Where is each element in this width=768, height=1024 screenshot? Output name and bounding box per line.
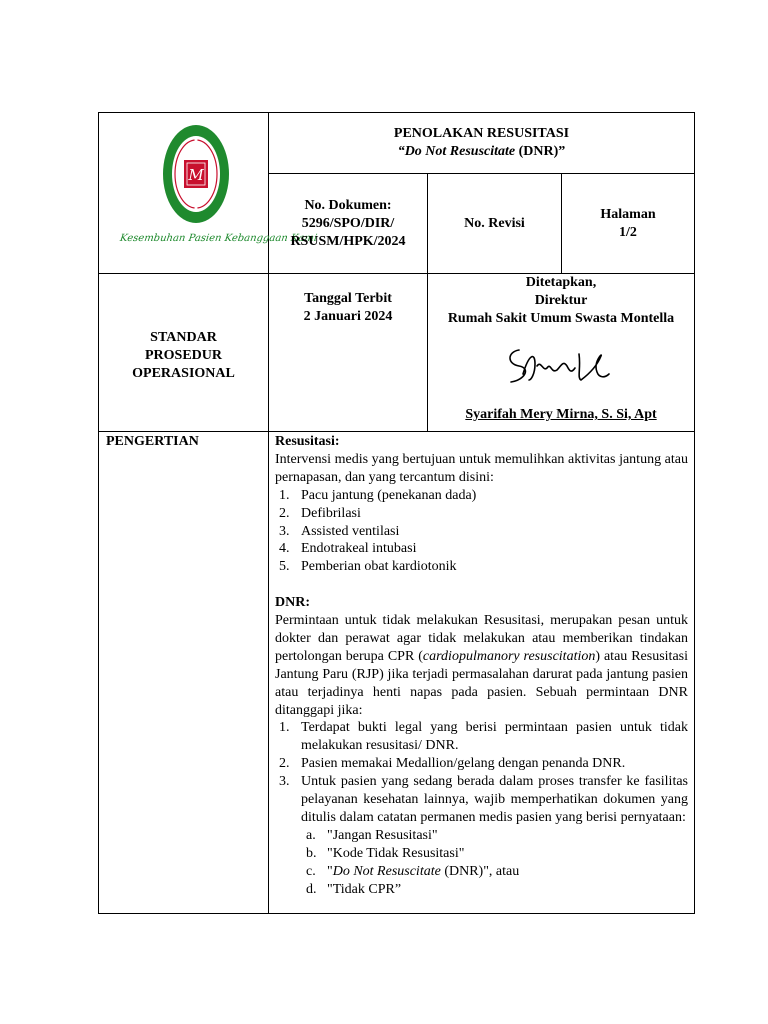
section-content (275, 433, 688, 899)
issue-date-cell (269, 290, 427, 326)
document-number-label: No. Dokumen: (304, 197, 392, 213)
document-title: PENOLAKAN RESUSITASI (393, 126, 570, 141)
revision-cell (428, 174, 561, 273)
list-item: b. "Kode Tidak Resusitasi" (306, 845, 465, 861)
hospital-logo (162, 124, 230, 224)
table-row-divider (98, 431, 695, 432)
document-title-block (269, 113, 694, 173)
resuscitation-heading: Resusitasi: (275, 434, 340, 449)
list-item: 3. Assisted ventilasi (279, 523, 400, 539)
page-cell (562, 174, 694, 273)
sop-label-line1: STANDAR (150, 329, 217, 345)
resuscitation-list (275, 487, 688, 577)
subtitle-italic: “Do Not Resuscitate (397, 144, 516, 159)
list-item: 1. Pacu jantung (penekanan dada) (279, 487, 477, 503)
list-item: 3. Untuk pasien yang sedang berada dalam proses transfer ke fasilitas pelayanan kesehatan lainnya, wajib memperhatikan dokumen yang ditulis dalam catatan permanen medis pasien yang berisi pernyataan: (279, 774, 688, 826)
table-border-bottom (98, 913, 695, 914)
document-number-line2: RSUSM/HPK/2024 (290, 233, 406, 249)
document-subtitle (398, 143, 566, 161)
list-item: c. "Do Not Resuscitate (DNR)", atau (306, 863, 520, 879)
director-signature (505, 344, 625, 389)
subtitle-rest: (DNR)” (515, 144, 566, 159)
sop-label-line3: OPERASIONAL (132, 365, 235, 381)
logo-letter: M (188, 166, 204, 184)
revision-label: No. Revisi (464, 215, 525, 231)
page-label: Halaman (600, 206, 656, 222)
dnr-paragraph: Permintaan untuk tidak melakukan Resusitasi, merupakan pesan untuk dokter dan perawat agar tidak melakukan atau memberikan tindakan pertolongan berupa CPR (cardiopulmanory resuscitation) atau Resusitasi Jantung Paru (RJP) jika terjadi permasalahan darurat pada jantung pasien atau terjadinya henti napas pada pasien. Sebuah permintaan DNR ditanggapi jika: (275, 613, 688, 718)
list-item: 2. Pasien memakai Medallion/gelang dengan penanda DNR. (279, 756, 626, 772)
document-number-cell (269, 174, 427, 273)
dnr-sublist (275, 827, 688, 899)
document-number-line1: 5296/SPO/DIR/ (301, 215, 395, 231)
list-item: 4. Endotrakeal intubasi (279, 541, 417, 557)
list-item: 2. Defibrilasi (279, 505, 361, 521)
list-item: 1. Terdapat bukti legal yang berisi permintaan pasien untuk tidak melakukan resusitasi/ DNR. (279, 720, 688, 754)
approval-line2: Direktur (534, 293, 588, 308)
table-border-right (694, 112, 695, 914)
page-value: 1/2 (619, 224, 637, 240)
approval-line3: Rumah Sakit Umum Swasta Montella (447, 311, 675, 326)
list-item: 5. Pemberian obat kardiotonik (279, 559, 457, 575)
list-item: d. "Tidak CPR” (306, 881, 402, 897)
hospital-tagline: Kesembuhan Pasien Kebanggaan Kami (119, 233, 318, 244)
sop-label (99, 274, 268, 431)
table-border-left (98, 112, 99, 914)
signer-name: Syarifah Mery Mirna, S. Si, Apt (465, 407, 657, 422)
approval-line1: Ditetapkan, (525, 275, 597, 290)
approval-block (428, 274, 694, 328)
resuscitation-intro: Intervensi medis yang bertujuan untuk memulihkan aktivitas jantung atau pernapasan, dan yang tercantum disini: (275, 451, 688, 485)
section-label: PENGERTIAN (106, 434, 199, 449)
list-item: a. "Jangan Resusitasi" (306, 827, 438, 843)
issue-date-value: 2 Januari 2024 (303, 309, 393, 324)
dnr-heading: DNR: (275, 595, 310, 611)
sop-label-line2: PROSEDUR (144, 347, 222, 363)
dnr-list (275, 719, 688, 826)
issue-date-label: Tanggal Terbit (304, 291, 392, 306)
